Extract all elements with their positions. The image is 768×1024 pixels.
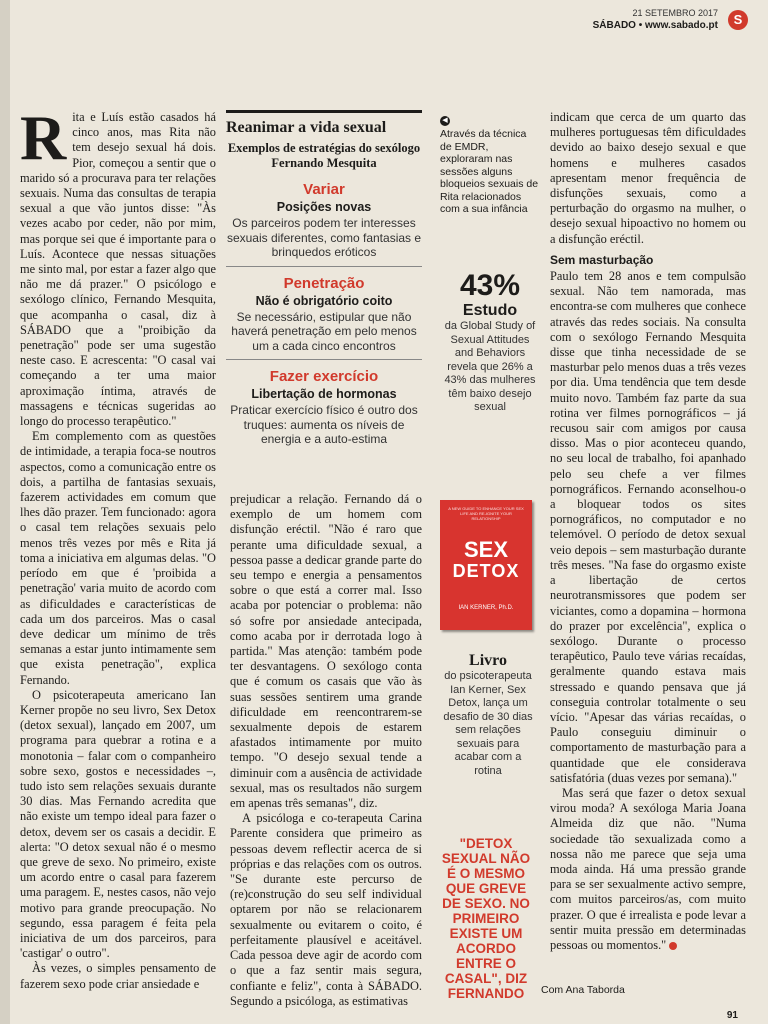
book-cover-blurb: A NEW GUIDE TO ENHANCE YOUR SEX LIFE AND RE-IGNITE YOUR RELATIONSHIP xyxy=(448,506,524,521)
tip-category: Variar xyxy=(303,181,345,198)
sidebar-title: Reanimar a vida sexual xyxy=(226,119,387,136)
stat-box xyxy=(440,270,540,415)
pull-quote: "DETOX SEXUAL NÃO É O MESMO QUE GREVE DE SEXO. NO PRIMEIRO EXISTE UM ACORDO ENTRE O CASAL", DIZ FERNANDO xyxy=(441,836,531,1001)
article-paragraph: Rita e Luís estão casados há cinco anos, mas Rita não tem desejo sexual há dois. Pior, começou a sentir que o marido só a procurava para ter relações sexuais. Numa das consultas de terapia sexual a que vão juntos disse: "Às vezes acabo por ceder, não por mim, mas porque sei que é importante para o Luís. Acontece que nessas situações me sinto mal, por estar a fazer algo que não me dá prazer." O psicólogo e sexólogo clínico, Fernando Mesquita, que acompanha o casal, diz à SÁBADO que a "proibição da penetração" pode ser uma sugestão neste caso. E acrescenta: "O casal vai começando a ter uma maior aproximação íntima, através de massagens e técnicas sugeridas ao longo do processo terapêutico." xyxy=(20,102,216,429)
article-paragraph: Paulo tem 28 anos e tem compulsão sexual. Não tem namorada, mas encontra-se com mulheres que conhece através das redes sociais. Na consulta com o sexólogo Fernando Mesquita disse que tinha necessidade de se masturbar pelo menos duas a três vezes por dia. Uma tendência que tem desde muito novo. Também faz parte da sua rotina ver filmes pornográficos – já recusou sair com amigos por causa disso. Mas o pior aconteceu quando, no seu local de trabalho, foi apanhado pelo seu chefe a ver filmes pornográficos. Fernando aconselhou-o a bloquear todos os sites pornográficos, no computador e no telemóvel. O período de detox sexual veio depois – sem masturbação durante três meses. "Na fase do orgasmo existe a libertação de certos neurotransmissores que podem ser viciantes, como a dopamina – hormona do prazer por excelência", explica o sexólogo. Durante o processo terapêutico, Paulo teve várias recaídas, geralmente quando estava mais stressado e quando pensava que já conseguia controlar totalmente o seu vício. "Apesar das várias recaídas, o Paulo conseguiu diminuir o comportamento de masturbação para a quantidade que ele considerava satisfatória (duas vezes por semana)." xyxy=(550,269,746,785)
photo-caption xyxy=(440,113,540,216)
article-paragraph: O psicoterapeuta americano Ian Kerner propõe no seu livro, Sex Detox (detox sexual), lançado em 2007, um programa para quebrar a rotina e a monotonia – falar com o companheiro sobre sexo, gostos e necessidades –, tudo isto sem relações sexuais durante 30 dias. Mas Fernando acredita que não existe um tempo ideal para fazer o detox, devem ser os casais a decidir. E alerta: "O detox sexual não é o mesmo que greve de sexo. No primeiro, existe um acordo entre o casal para fazerem uma paragem. E, nestes casos, não vejo motivo para grande preocupação. No segundo, essa paragem é feita pela iniciativa de um dos parceiros, para 'castigar' o outro". xyxy=(20,687,216,961)
book-description: do psicoterapeuta Ian Kerner, Sex Detox, lança um desafio de 30 dias sem relações sexuais para acabar com a rotina xyxy=(443,670,533,777)
sidebar-rule xyxy=(226,110,422,113)
sabado-logo-icon: S xyxy=(728,10,748,30)
book-cover xyxy=(440,500,532,630)
article-paragraph: Em complemento com as questões de intimidade, a terapia foca-se noutros aspectos, como a comunicação entre os dois, a partilha de fantasias sexuais, fazerem actividades em comum que lhes dão prazer. Tem funcionado: agora o casal tem relações sexuais pelo menos três vezes por mês e Rita já toma a iniciativa em algumas delas. "O período em que é 'proibida a penetração' varia muito de acordo com as dificuldades e características de cada um dos parceiros. Mas o casal deve dedicar um mínimo de três semanas a estar junto intimamente sem que exista penetração", explica Fernando. xyxy=(20,429,216,687)
stat-description: da Global Study of Sexual Attitudes and Behaviors revela que 26% a 43% das mulheres têm baixo desejo sexual xyxy=(444,320,536,413)
article-paragraph: Mas será que fazer o detox sexual virou moda? A sexóloga Maria Joana Almeida diz que não. "Numa sociedade tão sexualizada como a nossa não me parece que seja uma moda ainda. Há uma pressão grande para se ser sexualmente activo sempre, com muitos parceiros/as, com muito prazer. O que é irrealista e pode levar a sentir muita pressão em determinadas pessoas ou momentos." xyxy=(550,785,746,952)
tip-item xyxy=(226,275,422,361)
tip-item xyxy=(226,181,422,267)
end-mark-icon xyxy=(669,942,677,950)
article-paragraph: indicam que cerca de um quarto das mulheres portuguesas têm dificuldades devido ao baixo desejo sexual e que homens e mulheres casados apresentam menor frequência de disfunções sexuais, como a perturbação do orgasmo na mulher, o desejo sexual hipoactivo no homem ou a disfunção eréctil. xyxy=(550,110,746,246)
tip-body: Praticar exercício físico é outro dos truques: aumenta os níveis de energia e a auto-estima xyxy=(230,403,418,446)
tip-body: Os parceiros podem ter interesses sexuais diferentes, como fantasias e brinquedos eróticos xyxy=(226,216,422,259)
article-paragraph: Às vezes, o simples pensamento de fazerem sexo pode criar ansiedade e xyxy=(20,961,216,991)
dropcap: R xyxy=(20,102,67,173)
stat-percentage: 43% xyxy=(459,269,521,302)
sidebar-box xyxy=(226,110,422,461)
book-info xyxy=(440,652,536,778)
tip-item xyxy=(226,368,422,453)
page-number: 91 xyxy=(726,1010,738,1021)
book-title-line1: SEX xyxy=(463,537,509,562)
article-paragraph: prejudicar a relação. Fernando dá o exemplo de um homem com disfunção eréctil. "Não é raro que perante uma dificuldade sexual, a pessoa passe a dedicar grande parte do seu tempo e energia a pensamentos sobre o que está a correr mal. Isso acaba por potenciar o problema: não só sofre por ansiedade antecipada, como acaba por ir derrotada logo à partida." Mas atenção: também pode ter desvantagens. O sexólogo conta que é comum os casais que vão às suas sessões sentirem uma grande dificuldade em reencontrarem-se sexualmente depois de estarem afastados intimamente por muito tempo. "O desejo sexual tende a diminuir com a ausência de actividade sexual, mas os resultados não surgem em apenas três semanas", diz. xyxy=(230,492,422,811)
book-label: Livro xyxy=(469,652,507,669)
section-subhead: Sem masturbação xyxy=(550,252,654,267)
tip-heading: Não é obrigatório coito xyxy=(255,293,393,308)
article-column-2 xyxy=(230,492,422,1009)
tip-heading: Libertação de hormonas xyxy=(251,387,397,401)
byline: Com Ana Taborda xyxy=(541,984,625,996)
tip-heading: Posições novas xyxy=(276,200,372,214)
article-column-4 xyxy=(550,110,746,953)
stat-label: Estudo xyxy=(462,302,518,319)
site-url: SÁBADO • www.sabado.pt xyxy=(592,20,718,31)
article-paragraph: A psicóloga e co-terapeuta Carina Parente considera que primeiro as pessoas devem reflectir acerca de si próprias e das relações com os outros. "Se durante este percurso de (re)construção do seu self individual optarem por não se relacionarem sexualmente ou evitarem o coito, é perfeitamente plausível e aceitável. Cada pessoa deve agir de acordo com o que a faz sentir mais segura, confiante e feliz", conta à SÁBADO. Segundo a psicóloga, as estimativas xyxy=(230,811,422,1008)
issue-date: 21 SETEMBRO 2017 xyxy=(632,8,718,18)
caption-text: Através da técnica de EMDR, exploraram nas sessões alguns bloqueios sexuais de Rita relacionados com a sua infância xyxy=(440,128,539,215)
tip-body: Se necessário, estipular que não haverá penetração em pelo menos um a cada cinco encontros xyxy=(231,309,417,353)
page-edge xyxy=(0,0,10,1024)
book-title-line2: DETOX xyxy=(452,561,520,581)
article-column-1 xyxy=(20,102,216,992)
book-author: IAN KERNER, Ph.D. xyxy=(458,605,514,611)
tip-category: Penetração xyxy=(283,274,365,292)
caption-arrow-icon: ◀ xyxy=(440,116,450,126)
sidebar-subtitle: Exemplos de estratégias do sexólogo Fernando Mesquita xyxy=(227,141,421,170)
tip-category: Fazer exercício xyxy=(269,368,379,385)
